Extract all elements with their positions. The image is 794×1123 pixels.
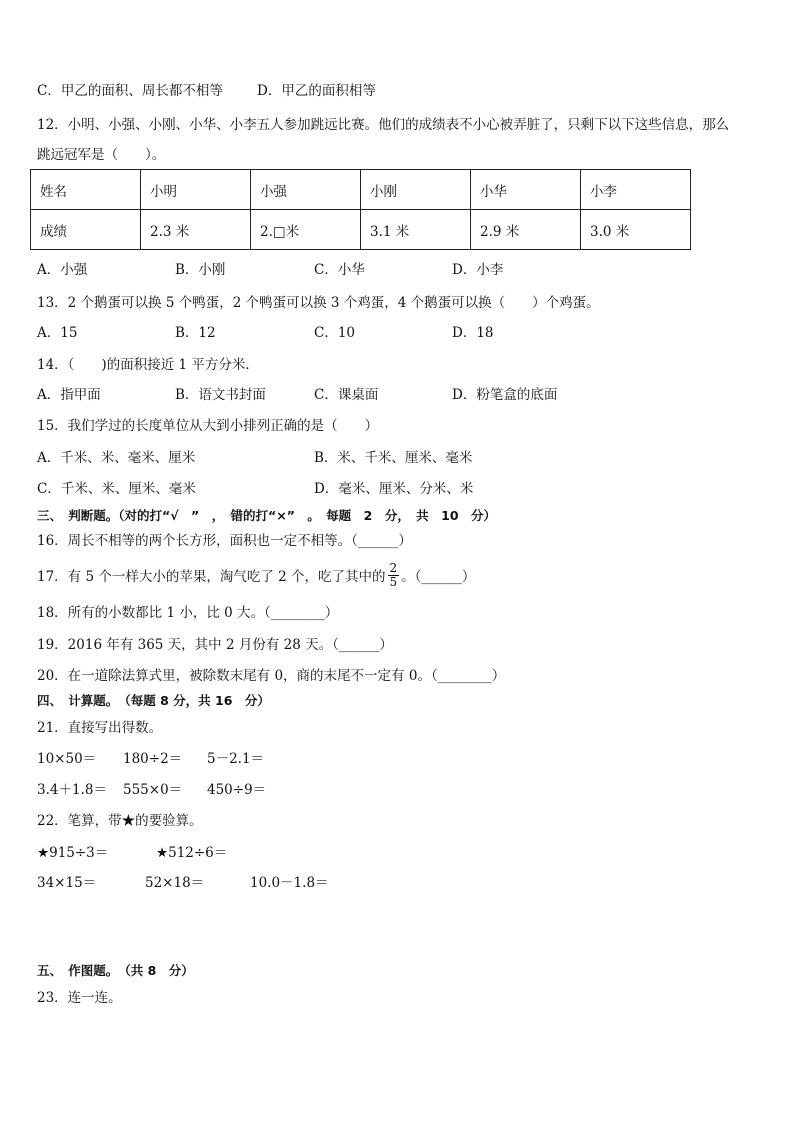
table-cell: 小强 [251, 170, 361, 210]
table-cell: 成绩 [31, 210, 141, 250]
section-title-judgement: 三、 判断题。（对的打“√ ” ， 错的打“×” 。 每题 2 分， 共 10 分） [37, 508, 497, 523]
q21-expr: 450÷9＝ [207, 782, 267, 798]
table-cell: 小华 [471, 170, 581, 210]
q11-option-c: C．甲乙的面积、周长都不相等 [37, 83, 223, 99]
section-title-drawing: 五、 作图题。 （共 8 分） [37, 963, 194, 978]
q12-option-c: C．小华 [314, 262, 365, 278]
q12-option-d: D．小李 [452, 262, 504, 278]
table-cell: 姓名 [31, 170, 141, 210]
q12-option-a: A．小强 [37, 262, 88, 278]
q22-expr: 34×15＝ [37, 875, 97, 891]
q14-option-d: D．粉笔盒的底面 [452, 387, 558, 403]
q13-option-a: A．15 [37, 325, 78, 341]
q23-text: 23．连一连。 [37, 990, 122, 1006]
table-cell: 小刚 [361, 170, 471, 210]
q17-text [37, 562, 475, 592]
q21-expr: 3.4＋1.8＝ [37, 782, 107, 798]
q21-expr: 10×50＝ [37, 751, 97, 767]
q14-option-c: C．课桌面 [314, 387, 379, 403]
q17-text-after: 。（______） [401, 569, 476, 585]
table-row [31, 170, 691, 210]
q13-option-c: C．10 [314, 325, 356, 341]
q18-text: 18．所有的小数都比 1 小，比 0 大。（________） [37, 605, 339, 621]
q13-option-b: B．12 [175, 325, 216, 341]
q16-text: 16．周长不相等的两个长方形，面积也一定不相等。（______） [37, 533, 412, 549]
q21-expr: 555×0＝ [123, 782, 183, 798]
q15-option-d: D．毫米、厘米、分米、米 [314, 481, 474, 497]
score-table [30, 169, 691, 250]
table-cell: 2.9 米 [471, 210, 581, 250]
q21-expr: 5－2.1＝ [207, 751, 265, 767]
q22-expr: ★915÷3＝ [37, 845, 109, 861]
q12-text-line1: 12．小明、小强、小刚、小华、小李五人参加跳远比赛。他们的成绩表不小心被弄脏了，只剩下以下这些信息，那么 [37, 117, 730, 133]
table-cell: 2.3 米 [141, 210, 251, 250]
fraction-numerator: 2 [389, 561, 398, 575]
section-title-calculation: 四、 计算题。 （每题 8 分，共 16 分） [37, 693, 270, 708]
table-cell: 小明 [141, 170, 251, 210]
q15-text: 15．我们学过的长度单位从大到小排列正确的是（ ） [37, 418, 379, 434]
q20-text: 20．在一道除法算式里，被除数末尾有 0，商的末尾不一定有 0。（________） [37, 668, 506, 684]
table-cell: 小李 [581, 170, 691, 210]
q22-text: 22．笔算，带★的要验算。 [37, 813, 203, 829]
q15-option-c: C．千米、米、厘米、毫米 [37, 481, 196, 497]
fraction-denominator: 5 [389, 575, 398, 589]
q21-text: 21．直接写出得数。 [37, 720, 163, 736]
fraction-two-fifths [388, 562, 400, 589]
q14-text: 14．（ )的面积接近 1 平方分米． [37, 357, 259, 373]
q13-text: 13．2 个鹅蛋可以换 5 个鸭蛋，2 个鸭蛋可以换 3 个鸡蛋，4 个鹅蛋可以换（ ）个鸡蛋。 [37, 295, 600, 311]
table-row [31, 210, 691, 250]
q14-option-a: A．指甲面 [37, 387, 101, 403]
q22-expr: ★512÷6＝ [156, 845, 228, 861]
q21-expr: 180÷2＝ [123, 751, 183, 767]
q17-text-before: 17．有 5 个一样大小的苹果，淘气吃了 2 个，吃了其中的 [37, 569, 386, 585]
q13-option-d: D．18 [452, 325, 494, 341]
q19-text: 19．2016 年有 365 天，其中 2 月份有 28 天。（______） [37, 637, 393, 653]
q22-expr: 52×18＝ [145, 875, 205, 891]
q12-option-b: B．小刚 [175, 262, 226, 278]
table-cell: 3.0 米 [581, 210, 691, 250]
q15-option-b: B．米、千米、厘米、毫米 [314, 450, 473, 466]
q12-text-line2: 跳远冠军是（ ）。 [37, 147, 166, 163]
table-cell: 2.□米 [251, 210, 361, 250]
q22-expr: 10.0－1.8＝ [250, 875, 329, 891]
table-cell: 3.1 米 [361, 210, 471, 250]
q11-option-d: D．甲乙的面积相等 [257, 83, 376, 99]
q15-option-a: A．千米、米、毫米、厘米 [37, 450, 196, 466]
q14-option-b: B．语文书封面 [175, 387, 266, 403]
